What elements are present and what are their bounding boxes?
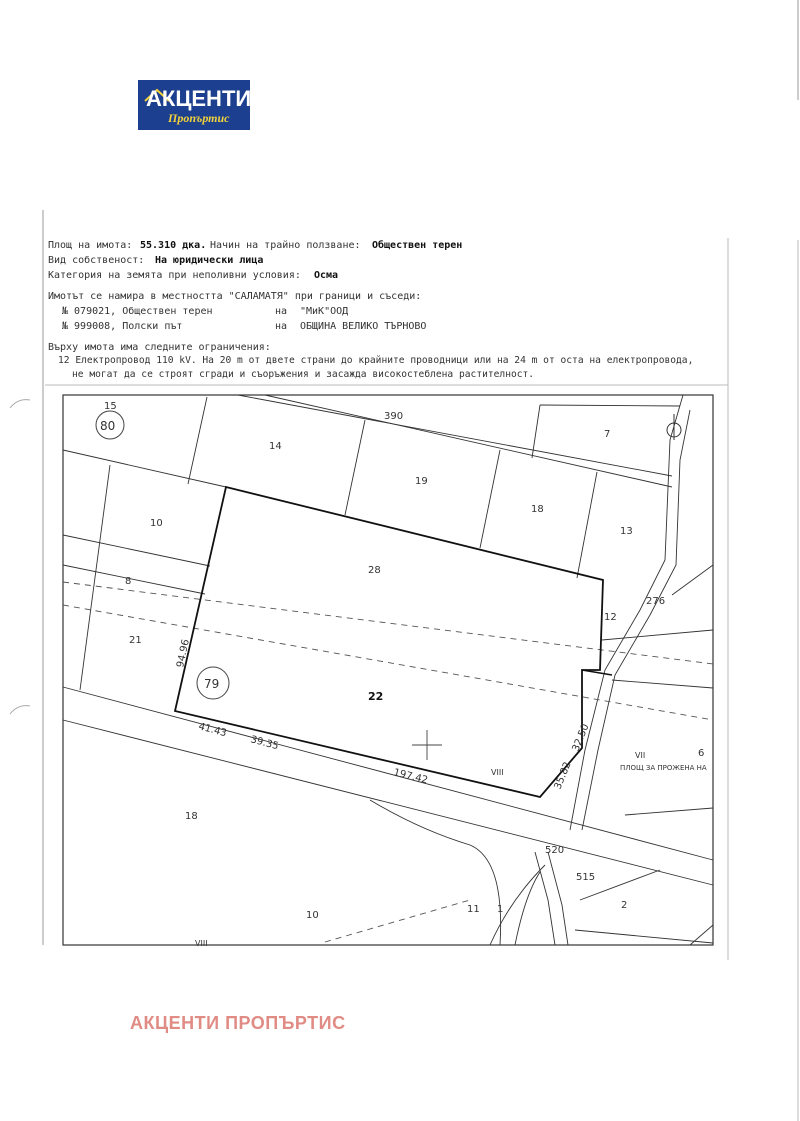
parcel-boundary [540,405,680,406]
side-length: 94.96 [175,638,192,669]
watermark-text: АКЦЕНТИ ПРОПЪРТИС [130,1013,346,1033]
land-category: VIII [195,939,208,948]
side-length: 35.82 [552,760,574,792]
parcel-label: 276 [646,596,666,607]
road-edge [548,852,568,945]
parcel-label: 11 [467,904,480,915]
parcel-boundary [602,630,713,640]
neighbour-of: на [275,306,288,317]
parcel-label: 80 [100,419,116,433]
parcel-label: 8 [125,576,132,587]
binder-hole [10,706,30,714]
parcel-boundary [80,465,110,690]
parcel-boundary [345,420,365,515]
parcel-label: 19 [415,476,428,487]
parcel-boundary [612,680,713,688]
parcel-boundary [625,808,713,815]
logo-text-sub: Пропъртис [168,111,230,125]
parcel-boundary [188,397,207,484]
neighbour-owner: "МиК"ООД [300,306,349,317]
category-value: Осма [314,270,339,281]
parcel-boundary [575,930,713,943]
parcel-boundary [480,450,500,548]
neighbour-owner: ОБЩИНА ВЕЛИКО ТЪРНОВО [300,321,427,332]
map-frame [63,395,713,945]
road-edge [63,720,713,885]
side-length: 32.50 [570,722,592,754]
parcel-label: 6 [698,748,705,759]
parcel-label: 21 [129,635,142,646]
road-edge [63,687,713,860]
land-category: VIII [491,768,504,777]
parcel-label: 18 [185,811,198,822]
parcel-label: 79 [204,677,220,691]
parcel-label: 13 [620,526,633,537]
neighbour-number: № 999008, Полски път [62,321,183,332]
parcel-label: 10 [150,518,163,529]
binder-hole [10,400,30,408]
restriction-line: 12 Електропровод 110 kV. На 20 m от двете страни до крайните проводници или на 24 m от оста на електропровода, [58,355,694,366]
parcel-label: 28 [368,565,381,576]
land-category: VII [635,751,646,760]
side-length: 39.35 [249,734,280,753]
neighbour-of: на [275,321,288,332]
parcel-22-boundary [175,487,603,797]
parcel-label: 15 [104,401,117,412]
parcel-boundary [63,535,210,566]
parcel-label: 12 [604,612,617,623]
area-label: Площ на имота: [48,240,133,251]
use-label: Начин на трайно ползване: [210,240,361,251]
parcel-label: 14 [269,441,282,452]
ownership-label: Вид собственост: [48,255,145,266]
parcel-label: 520 [545,845,565,856]
area-note: ПЛОЩ ЗА ПРОЖЕНА НА [620,764,707,772]
parcel-label: 390 [384,411,404,422]
parcel-label: 18 [531,504,544,515]
ownership-value: На юридически лица [155,255,264,266]
use-value: Обществен терен [372,240,463,251]
side-length: 41.43 [197,721,228,740]
neighbour-number: № 079021, Обществен терен [62,306,213,317]
parcel-label: 1 [497,904,504,915]
parcel-label: 2 [621,900,628,911]
parcel-label: 10 [306,910,319,921]
area-value: 55.310 дка. [140,240,207,251]
parcel-label: 7 [604,429,611,440]
parcel-boundary [63,565,205,594]
parcel-boundary [63,450,226,487]
category-label: Категория на земята при неполивни условия: [48,270,301,281]
parcel-number: 22 [368,690,384,703]
parcel-boundary [577,472,597,578]
side-length: 197.42 [392,767,429,787]
power-line-corridor [325,900,470,942]
road-edge [515,872,540,945]
parcel-boundary [672,565,713,595]
restrictions-title: Върху имота има следните ограничения: [48,342,271,353]
parcel-label: 515 [576,872,596,883]
parcel-boundary [532,405,540,458]
parcel-boundary [265,395,672,487]
restriction-line: не могат да се строят сгради и съоръжения и засажда високостеблена растителност. [72,369,535,380]
location-text: Имотът се намира в местността "САЛАМАТЯ" при граници и съседи: [48,291,422,302]
logo-text-main: АКЦЕНТИ [146,86,252,111]
